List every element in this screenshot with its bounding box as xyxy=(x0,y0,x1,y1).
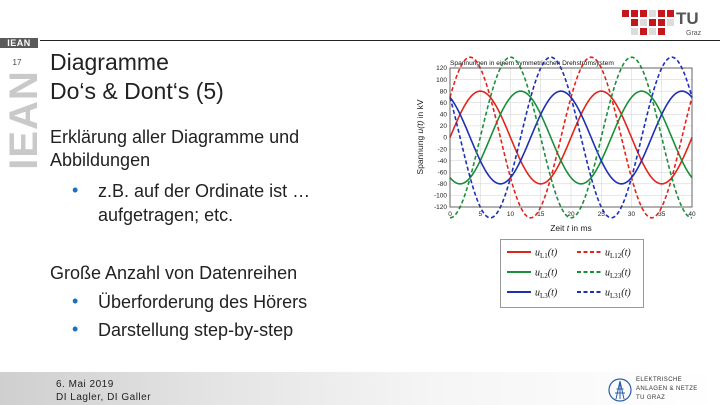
y-tick-label: 20 xyxy=(439,123,447,131)
y-tick-label: 120 xyxy=(436,65,447,73)
legend-label: $u_{L3}(t)$ xyxy=(535,287,558,300)
header-rule xyxy=(40,40,720,41)
legend-label: $u_{L1}(t)$ xyxy=(535,247,558,260)
y-tick-label: -60 xyxy=(437,169,447,177)
y-tick-label: -20 xyxy=(437,146,447,154)
title-line-1: Diagramme xyxy=(50,49,169,75)
section2-bullet-2: Darstellung step-by-step xyxy=(98,320,294,340)
logo-text: TU xyxy=(676,9,699,28)
y-tick-label: -40 xyxy=(437,157,447,165)
x-tick-label: 35 xyxy=(658,211,666,218)
chart-ticks xyxy=(434,65,696,218)
slide-title xyxy=(50,48,224,106)
bullet-marker: • xyxy=(72,180,79,200)
legend-label: $u_{L23}(t)$ xyxy=(605,267,631,280)
x-tick-label: 25 xyxy=(597,211,605,218)
x-tick-label: 40 xyxy=(688,211,696,218)
y-tick-label: 60 xyxy=(439,99,447,107)
institute-line2: ANLAGEN & NETZE xyxy=(636,386,698,392)
y-tick-label: 40 xyxy=(439,111,447,119)
voltage-chart xyxy=(412,56,720,238)
slide-number: 17 xyxy=(12,58,22,67)
y-tick-label: 0 xyxy=(443,134,447,142)
x-tick-label: 0 xyxy=(448,211,452,218)
section1-bullet: z.B. auf der Ordinate ist … xyxy=(98,181,311,201)
y-tick-label: -100 xyxy=(433,192,447,200)
x-tick-label: 10 xyxy=(506,211,515,218)
legend-label: $u_{L31}(t)$ xyxy=(605,287,631,300)
legend-label: $u_{L2}(t)$ xyxy=(535,267,558,280)
y-tick-label: -120 xyxy=(433,204,447,212)
chart-title: Spannungen in einem symmetrischen Drehstromsystem xyxy=(450,60,614,67)
x-tick-label: 20 xyxy=(567,211,575,218)
section1-bullet-cont: aufgetragen; etc. xyxy=(98,205,234,225)
bullet-marker: • xyxy=(72,291,79,311)
side-label-vertical: IEAN xyxy=(1,70,46,170)
logo-subtext: Graz xyxy=(686,30,702,37)
legend-label: $u_{L12}(t)$ xyxy=(605,247,631,260)
section2-heading: Große Anzahl von Datenreihen xyxy=(50,263,298,283)
title-line-2: Do‘s & Dont‘s (5) xyxy=(50,78,224,104)
section1-line1: Erklärung aller Diagramme und xyxy=(50,127,300,147)
y-tick-label: 80 xyxy=(439,88,447,96)
section2-bullet-1: Überforderung des Hörers xyxy=(98,292,308,312)
y-tick-label: 100 xyxy=(436,76,447,84)
institute-line3: TU GRAZ xyxy=(636,395,666,401)
section1-line2: Abbildungen xyxy=(50,150,151,170)
footer-date: 6. Mai 2019 xyxy=(56,379,114,390)
y-axis-label: Spannung u(t) in kV xyxy=(415,99,425,175)
x-tick-label: 15 xyxy=(537,211,545,218)
chart-legend xyxy=(500,239,644,308)
institute-line1: ELEKTRISCHE xyxy=(636,377,683,383)
side-label-top: IEAN xyxy=(0,38,38,48)
x-tick-label: 30 xyxy=(627,211,636,218)
x-tick-label: 5 xyxy=(478,211,483,218)
tu-graz-logo xyxy=(610,4,720,40)
y-tick-label: -80 xyxy=(437,181,447,189)
footer-authors: DI Lagler, DI Galler xyxy=(56,392,152,403)
bullet-marker: • xyxy=(72,319,79,339)
x-axis-label: Zeit t in ms xyxy=(550,223,592,233)
